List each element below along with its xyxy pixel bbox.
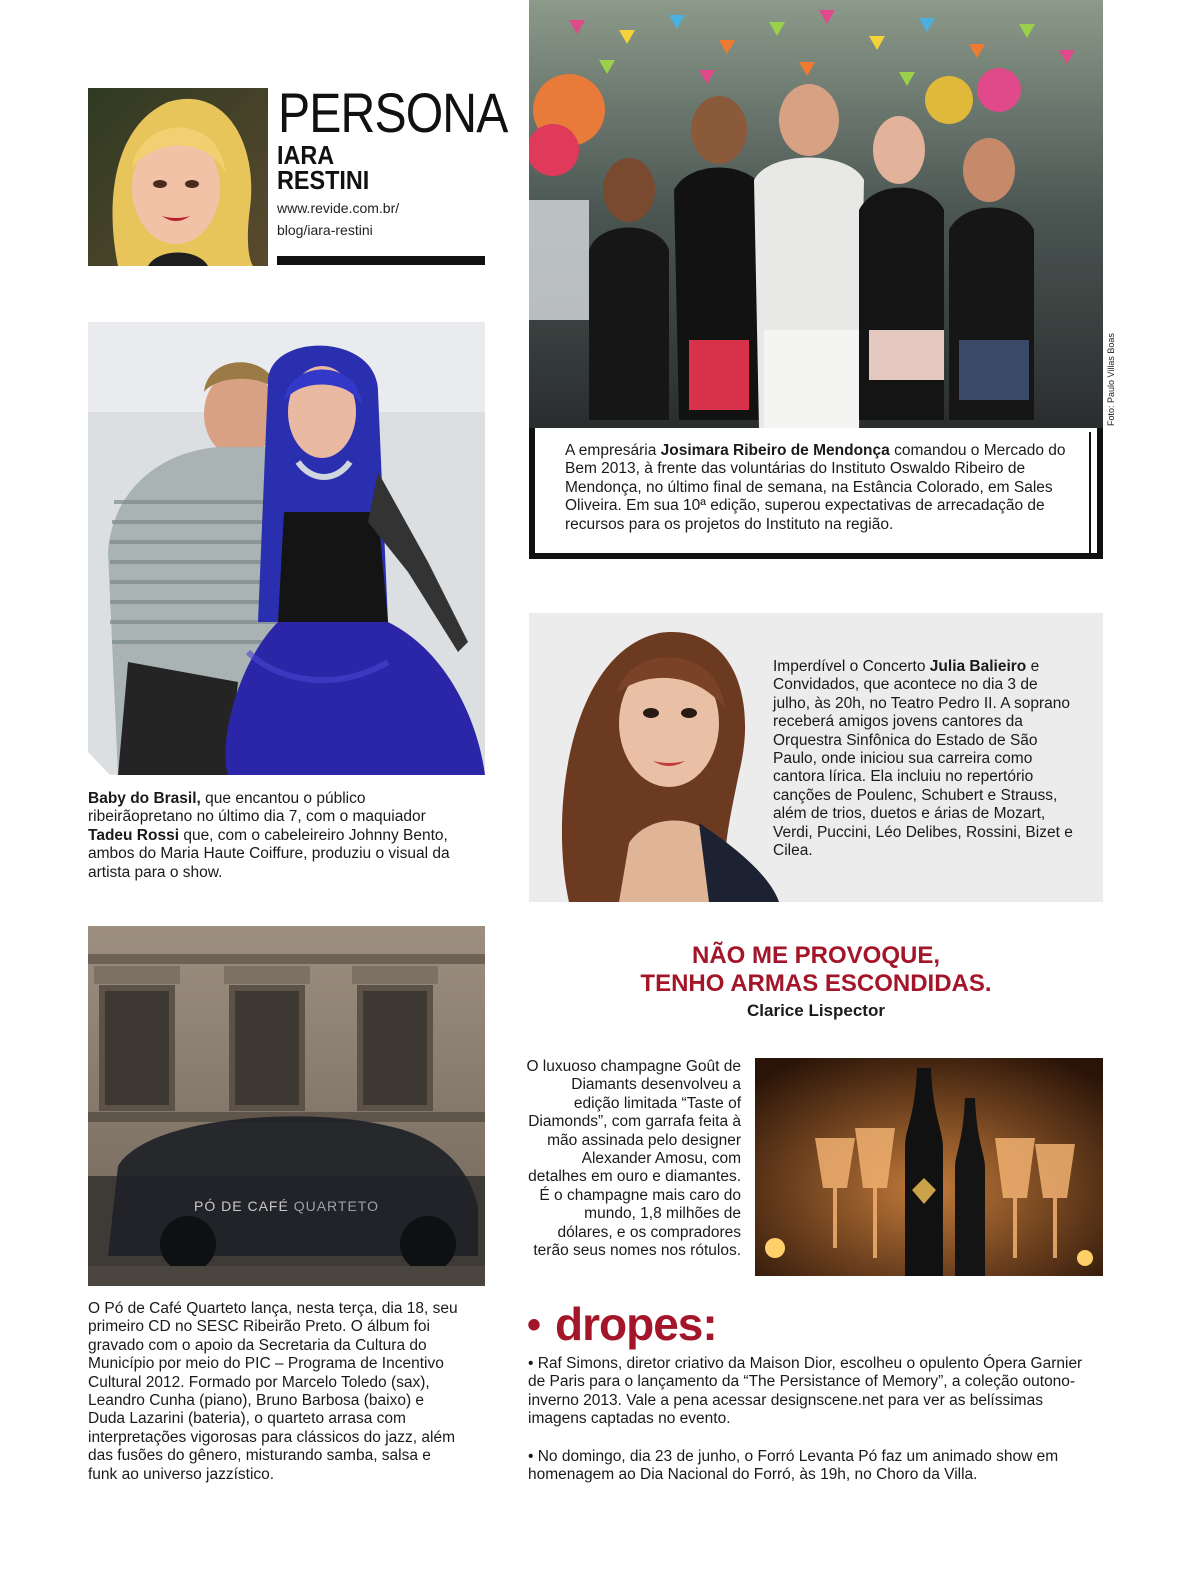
quote-line-1: NÃO ME PROVOQUE, xyxy=(691,942,941,969)
album-cover-photo xyxy=(88,926,485,1286)
caption-text: comandou o Mercado do Bem 2013, à frente das voluntárias do Instituto Oswaldo Ribeiro de Mendonça, no último final de semana, na Estância Colorado, em Sales Oliveira. Em sua 10ª edição, superou expectativas de arrecadação de recursos para os projetos do Instituto na região. xyxy=(565,442,1066,533)
quarteto-caption: O Pó de Café Quarteto lança, nesta terça, dia 18, seu primeiro CD no SESC Ribeirão Preto. O álbum foi gravado com o apoio da Secretaria da Cultura do Município por meio do PIC – Programa de Incentivo Cultural 2012. Formado por Marcelo Toledo (sax), Leandro Cunha (piano), Bruno Barbosa (baixo) e Duda Lazarini (bateria), o quarteto arrasa com interpretações vigorosas para clássicos do jazz, além das fusões do gênero, misturando samba, salsa e funk ao universo jazzístico. xyxy=(88,1300,458,1483)
dropes-item: • No domingo, dia 23 de junho, o Forró Levanta Pó faz um animado show em homenagem ao Dia Nacional do Forró, às 19h, no Choro da Villa. xyxy=(528,1448,1059,1484)
julia-balieiro-photo xyxy=(529,613,787,902)
author-name-first: IARA xyxy=(277,140,335,170)
quote-author: Clarice Lispector xyxy=(747,1001,885,1020)
caption-name-josimara: Josimara Ribeiro de Mendonça xyxy=(660,442,890,459)
baby-do-brasil-caption xyxy=(88,790,456,882)
section-title: PERSONA xyxy=(278,81,508,144)
baby-do-brasil-photo xyxy=(88,322,485,775)
julia-caption xyxy=(773,658,1073,860)
author-url-line1[interactable]: www.revide.com.br/ xyxy=(277,200,400,216)
caption-text: A empresária xyxy=(565,442,661,459)
photo-credit: Foto: Paulo Villas Boas xyxy=(1106,333,1116,426)
champagne-caption: O luxuoso champagne Goût de Diamants desenvolveu a edição limitada “Taste of Diamonds”, com garrafa feita à mão assinada pelo designer Alexander Amosu, com detalhes em ouro e diamantes. É o champagne mais caro do mundo, 1,8 milhões de dólares, e os compradores terão seus nomes nos rótulos. xyxy=(526,1058,741,1260)
dropes-title: dropes: xyxy=(555,1298,717,1350)
caption-text: que encantou o público ribeirãopretano no último dia 7, com o maquiador xyxy=(88,790,426,826)
caption-name-baby: Baby do Brasil, xyxy=(88,790,201,807)
caption-name-tadeu: Tadeu Rossi xyxy=(88,826,180,844)
dropes-bullet: • xyxy=(527,1303,542,1347)
author-url-line2[interactable]: blog/iara-restini xyxy=(277,222,373,238)
dropes-item: • Raf Simons, diretor criativo da Maison Dior, escolheu o opulento Ópera Garnier de Paris para o lançamento da “The Persistance of Memory”, a coleção outono-inverno 2013. Vale a pena acessar designscene.net para ver as belíssimas imagens captadas no evento. xyxy=(528,1355,1083,1428)
mercado-caption xyxy=(565,442,1073,534)
champagne-photo xyxy=(755,1058,1103,1276)
caption-name-julia: Julia Balieiro xyxy=(929,658,1027,675)
album-name-suffix: QUARTETO xyxy=(293,1198,379,1214)
mercado-do-bem-photo xyxy=(529,0,1103,428)
caption-text: Imperdível o Concerto xyxy=(773,658,930,675)
author-portrait-photo xyxy=(88,88,268,266)
caption-text: e Convidados, que acontece no dia 3 de julho, às 20h, no Teatro Pedro II. A soprano receberá amigos jovens cantores da Orquestra Sinfônica do Estado de São Paulo, onde iniciou sua carreira como cantora lírica. Ela incluiu no repertório canções de Poulenc, Schubert e Strauss, além de trios, duetos e árias de Mozart, Verdi, Puccini, Léo Delibes, Rossini, Bizet e Cilea. xyxy=(773,658,1073,860)
author-name-last: RESTINI xyxy=(277,165,370,195)
quote-line-2: TENHO ARMAS ESCONDIDAS. xyxy=(640,970,992,997)
album-cover-title xyxy=(88,1198,485,1214)
header-rule xyxy=(277,256,485,265)
caption-text: que, com o cabeleireiro Johnny Bento, ambos do Maria Haute Coiffure, produziu o visual da artista para o show. xyxy=(88,826,450,881)
album-name: PÓ DE CAFÉ xyxy=(194,1198,289,1214)
